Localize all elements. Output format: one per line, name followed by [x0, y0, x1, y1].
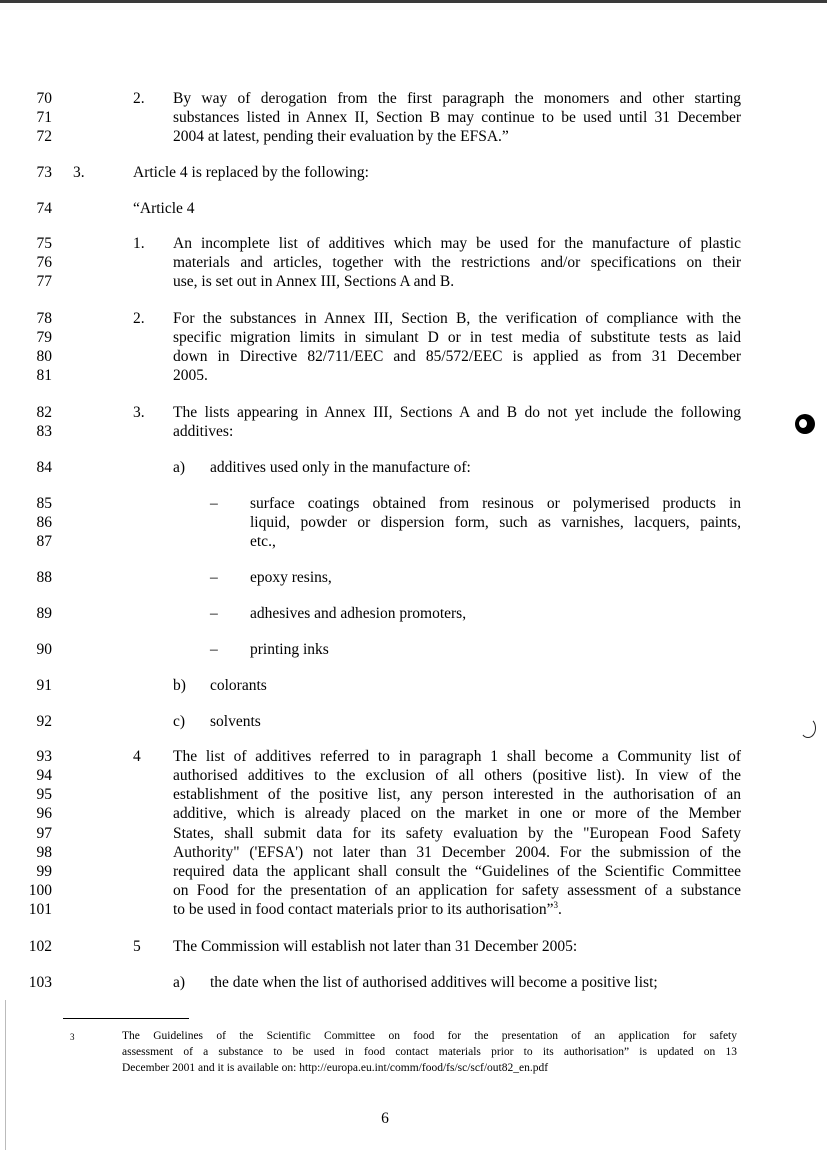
line-number: 83	[36, 423, 52, 440]
article-number: 3.	[73, 164, 85, 181]
text-line: etc.,	[250, 533, 276, 550]
line-number: 99	[36, 863, 52, 880]
line-number: 78	[36, 310, 52, 327]
line-number: 100	[28, 882, 52, 899]
paragraph-number: 2.	[133, 90, 145, 107]
footnote-rule	[63, 1018, 189, 1019]
text-line: 2004 at latest, pending their evaluation by the EFSA.”	[173, 128, 509, 145]
text-line: By way of derogation from the first paragraph the monomers and other starting	[173, 90, 741, 107]
paragraph-number: 1.	[133, 235, 145, 252]
text-line: solvents	[210, 713, 261, 730]
text-line: 2005.	[173, 367, 208, 384]
text-line	[173, 901, 562, 920]
line-number: 70	[36, 90, 52, 107]
line-number: 87	[36, 533, 52, 550]
line-number: 89	[36, 605, 52, 622]
line-number: 96	[36, 805, 52, 822]
text-line: The list of additives referred to in paragraph 1 shall become a Community list of	[173, 748, 741, 765]
text-line: the date when the list of authorised additives will become a positive list;	[210, 974, 658, 991]
margin-line	[5, 1000, 6, 1150]
item-letter: c)	[173, 713, 186, 730]
text-segment: to be used in food contact materials prior to its authorisation”	[173, 901, 554, 918]
text-line: surface coatings obtained from resinous or polymerised products in	[250, 495, 741, 512]
line-number: 80	[36, 348, 52, 365]
text-line: materials and articles, together with the restrictions and/or specifications on their	[173, 254, 741, 271]
footnote-line: assessment of a substance to be used in food contact materials prior to its authorisation” is updated on 13	[122, 1046, 737, 1058]
text-segment: .	[558, 901, 562, 918]
text-line: authorised additives to the exclusion of all others (positive list). In view of the	[173, 767, 741, 784]
text-line: colorants	[210, 677, 267, 694]
line-number: 84	[36, 459, 52, 476]
footnote-line: December 2001 and it is available on: http://europa.eu.int/comm/food/fs/sc/scf/out82_en.pdf	[122, 1062, 549, 1074]
paragraph-number: 5	[133, 938, 141, 955]
text-line: down in Directive 82/711/EEC and 85/572/EEC is applied as from 31 December	[173, 348, 741, 365]
text-line: States, shall submit data for its safety evaluation by the "European Food Safety	[173, 825, 741, 842]
text-line: adhesives and adhesion promoters,	[250, 605, 467, 622]
line-number: 85	[36, 495, 52, 512]
line-number: 97	[36, 825, 52, 842]
dash-bullet: –	[210, 495, 218, 512]
text-line: specific migration limits in simulant D or in test media of substitute tests as laid	[173, 329, 741, 346]
line-number: 71	[36, 109, 52, 126]
footnote-line: The Guidelines of the Scientific Committee on food for the presentation of an application for safety	[122, 1030, 737, 1042]
line-number: 81	[36, 367, 52, 384]
line-number: 91	[36, 677, 52, 694]
text-line: additives:	[173, 423, 234, 440]
footnote-marker: 3	[70, 1032, 75, 1042]
text-line: For the substances in Annex III, Section B, the verification of compliance with the	[173, 310, 741, 327]
paragraph-number: 3.	[133, 404, 145, 421]
line-number: 93	[36, 748, 52, 765]
line-number: 101	[28, 901, 52, 918]
item-letter: a)	[173, 459, 186, 476]
line-number: 77	[36, 273, 52, 290]
dash-bullet: –	[210, 641, 218, 658]
line-number: 92	[36, 713, 52, 730]
text-line: Article 4 is replaced by the following:	[133, 164, 369, 181]
text-line: additive, which is already placed on the market in one or more of the Member	[173, 805, 741, 822]
text-line: liquid, powder or dispersion form, such as varnishes, lacquers, paints,	[250, 514, 741, 531]
dash-bullet: –	[210, 569, 218, 586]
line-number: 86	[36, 514, 52, 531]
line-number: 73	[36, 164, 52, 181]
text-line: The Commission will establish not later than 31 December 2005:	[173, 938, 578, 955]
text-line: required data the applicant shall consult the “Guidelines of the Scientific Committee	[173, 863, 741, 880]
paragraph-number: 4	[133, 748, 141, 765]
text-line: use, is set out in Annex III, Sections A and B.	[173, 273, 455, 290]
footnote-reference: 3	[553, 899, 559, 910]
paragraph-number: 2.	[133, 310, 145, 327]
line-number: 74	[36, 200, 52, 217]
line-number: 76	[36, 254, 52, 271]
line-number: 79	[36, 329, 52, 346]
top-rule	[0, 0, 827, 3]
punch-hole-inner	[799, 419, 807, 428]
article-heading: “Article 4	[133, 200, 195, 217]
item-letter: b)	[173, 677, 186, 694]
punch-hole-mark	[795, 414, 815, 434]
line-number: 95	[36, 786, 52, 803]
text-line: Authority" ('EFSA') not later than 31 December 2004. For the submission of the	[173, 844, 741, 861]
line-number: 103	[28, 974, 52, 991]
line-number: 75	[36, 235, 52, 252]
item-letter: a)	[173, 974, 186, 991]
line-number: 72	[36, 128, 52, 145]
line-number: 98	[36, 844, 52, 861]
text-line: establishment of the positive list, any person interested in the authorisation of an	[173, 786, 741, 803]
text-line: substances listed in Annex II, Section B may continue to be used until 31 December	[173, 109, 741, 126]
line-number: 88	[36, 569, 52, 586]
line-number: 82	[36, 404, 52, 421]
text-line: additives used only in the manufacture of:	[210, 459, 471, 476]
punch-hole-arc	[800, 718, 816, 738]
line-number: 102	[28, 938, 52, 955]
line-number: 94	[36, 767, 52, 784]
text-line: on Food for the presentation of an application for safety assessment of a substance	[173, 882, 741, 899]
text-line: epoxy resins,	[250, 569, 332, 586]
text-line: The lists appearing in Annex III, Sections A and B do not yet include the following	[173, 404, 741, 421]
text-line: An incomplete list of additives which may be used for the manufacture of plastic	[173, 235, 741, 252]
line-number: 90	[36, 641, 52, 658]
text-line: printing inks	[250, 641, 329, 658]
dash-bullet: –	[210, 605, 218, 622]
page-number: 6	[381, 1110, 389, 1127]
